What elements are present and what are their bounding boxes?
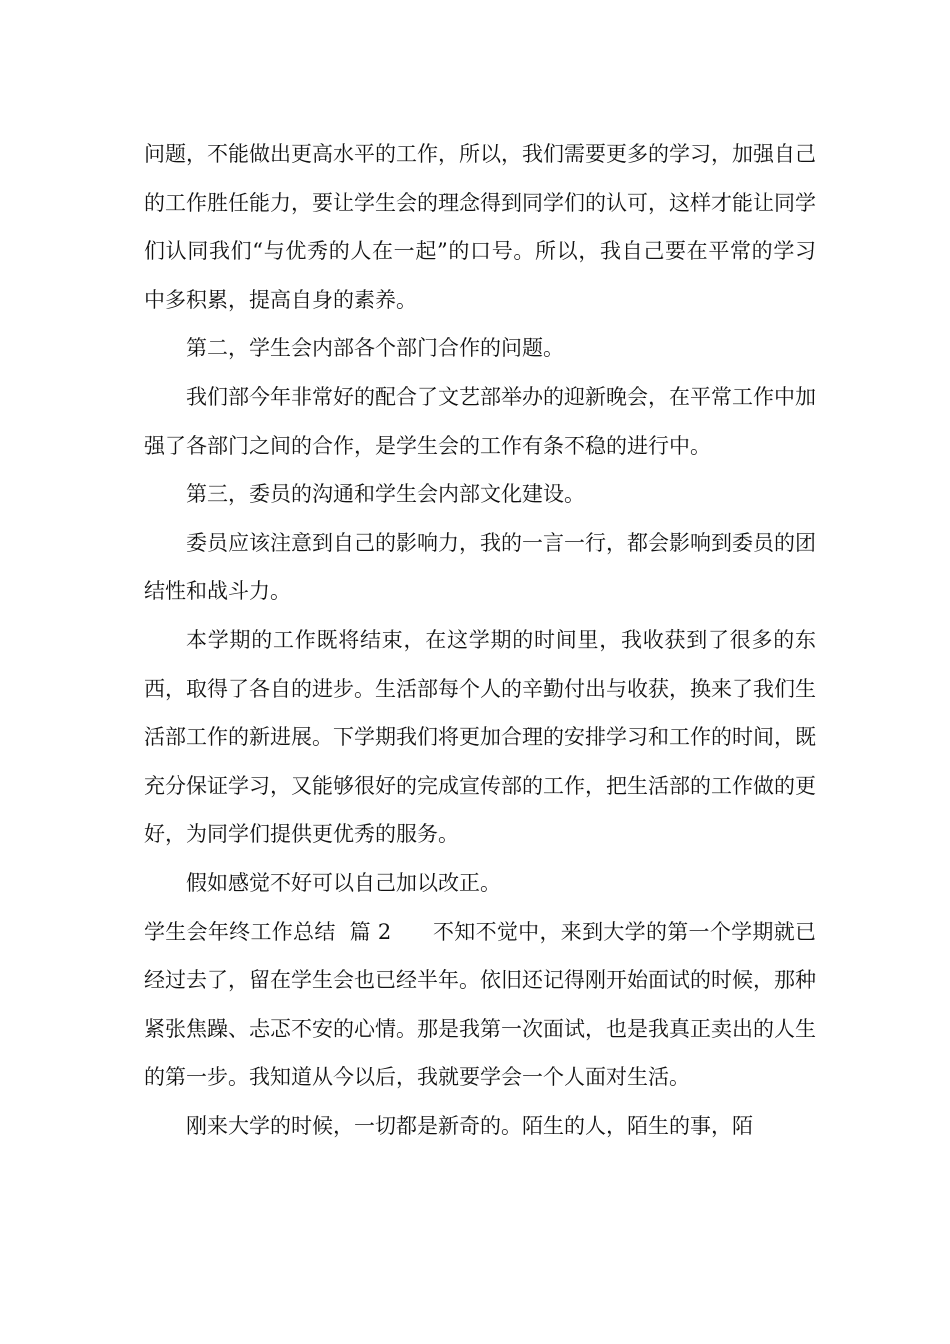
section-2-gap xyxy=(391,920,433,944)
paragraph-point-two: 第二，学生会内部各个部门合作的问题。 xyxy=(186,336,564,361)
paragraph-semester-summary: 本学期的工作既将结束，在这学期的时间里，我收获到了很多的东西，取得了各自的进步。生活部每个人的辛勤付出与收获，换来了我们生活部工作的新进展。下学期我们将更加合理的安排学习和工作的时间，既充分保证学习，又能够很好的完成宣传部的工作，把生活部的工作做的更好，为同学们提供更优秀的服务。 xyxy=(144,627,816,847)
document-body xyxy=(144,130,816,1150)
paragraph-member-influence: 委员应该注意到自己的影响力，我的一言一行，都会影响到委员的团结性和战斗力。 xyxy=(144,530,816,604)
section-2-text: 不知不觉中，来到大学的第一个学期就已经过去了，留在学生会也已经半年。依旧还记得刚开始面试的时候，那种紧张焦躁、忐忑不安的心情。那是我第一次面试，也是我真正卖出的人生的第一步。我知道从今以后，我就要学会一个人面对生活。 xyxy=(144,919,816,1090)
paragraph-department-cooperation: 我们部今年非常好的配合了文艺部举办的迎新晚会，在平常工作中加强了各部门之间的合作，是学生会的工作有条不稳的进行中。 xyxy=(144,384,816,458)
paragraph-point-three: 第三，委员的沟通和学生会内部文化建设。 xyxy=(186,482,585,507)
paragraph-continuation: 问题，不能做出更高水平的工作，所以，我们需要更多的学习，加强自己的工作胜任能力，要让学生会的理念得到同学们的认可，这样才能让同学们认同我们“与优秀的人在一起”的口号。所以，我自己要在平常的学习中多积累，提高自身的素养。 xyxy=(144,142,816,312)
section-2-paragraph xyxy=(144,908,816,1102)
paragraph-improvement-note: 假如感觉不好可以自己加以改正。 xyxy=(186,870,501,895)
paragraph-first-arrival: 刚来大学的时候，一切都是新奇的。陌生的人，陌生的事，陌 xyxy=(186,1113,753,1138)
section-2-heading: 学生会年终工作总结 篇 2 xyxy=(144,919,392,944)
